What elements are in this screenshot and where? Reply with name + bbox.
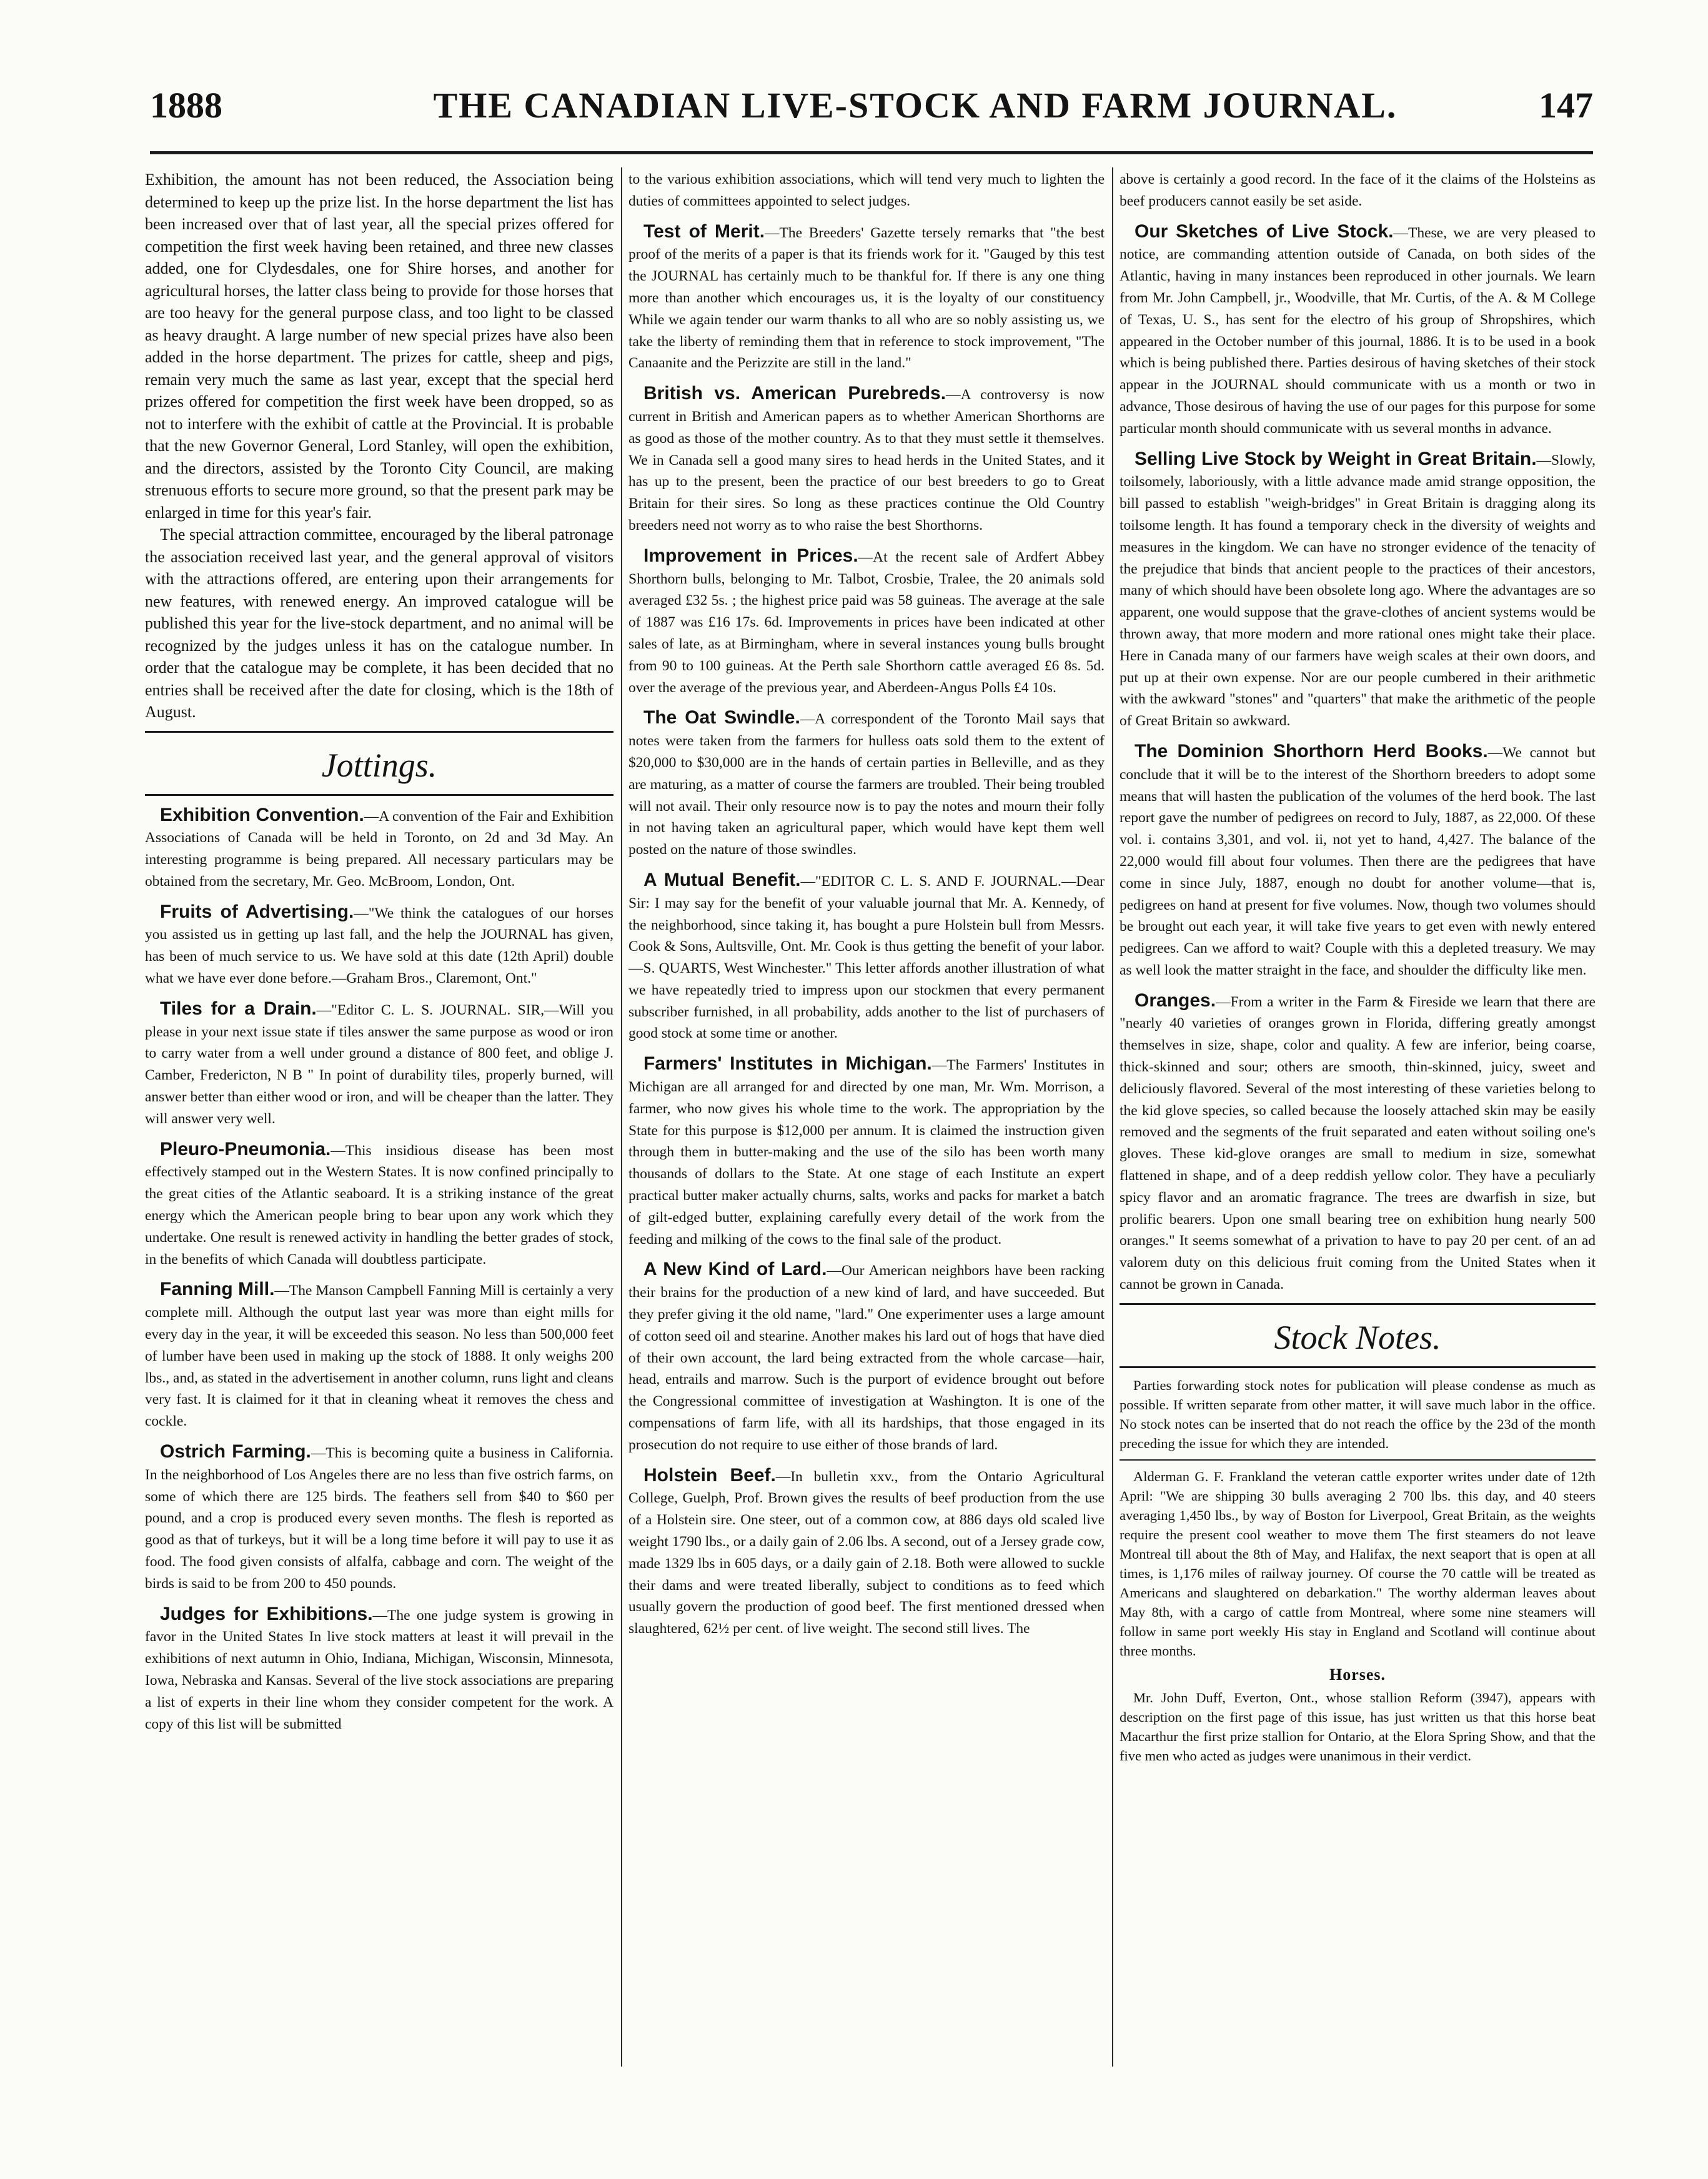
article-heading: Farmers' Institutes in Michigan. <box>643 1053 932 1075</box>
article-body: —In bulletin xxv., from the Ontario Agricultural College, Guelph, Prof. Brown gives the results of beef production from the use of a Holstein sire. One steer, out of a common cow, at 886 days old scaled live weight 1790 lbs., or a daily gain of 2.06 lbs. A second, out of a Jersey grade cow, made 1329 lbs in 605 days, or a daily gain of 2.18. Both were allowed to suckle their dams and were treated liberally, subject to conditions as to feed which usually govern the production of good beef. The first mentioned dressed when slaughtered, 62½ per cent. of live weight. The second still lives. The <box>628 1468 1105 1637</box>
column-divider-1 <box>621 167 622 2067</box>
article-body: —A correspondent of the Toronto Mail says that notes were taken from the farmers for hulless oats sold them to the extent of $20,000 to $30,000 are in the hands of certain parties in Belleville, and as they are maturing, as a matter of course the farmers are troubled. Their being troubled will not avail. Their only resource now is to pay the notes and mourn their folly in not having taken an agricultural paper, which would have kept them well posted on the nature of those swindles. <box>628 711 1105 858</box>
article-ostrich-farming <box>145 1441 613 1595</box>
article-selling-by-weight <box>1120 449 1596 732</box>
article-tiles-for-a-drain <box>145 998 613 1130</box>
journal-title: THE CANADIAN LIVE-STOCK AND FARM JOURNAL. <box>433 85 1398 126</box>
article-heading: Pleuro-Pneumonia. <box>160 1138 331 1159</box>
article-sketches-of-live-stock <box>1120 221 1596 440</box>
article-fruits-of-advertising <box>145 901 613 990</box>
exhibition-paragraph-2: The special attraction committee, encouraged by the liberal patronage the association received last year, and the general approval of visitors with the attractions offered, are entering upon their arrangements for new features, with renewed energy. An improved catalogue will be published this year for the live-stock department, and no animal will be recognized by the judges unless it has on the catalogue number. In order that the catalogue may be complete, it has been decided that no entries shall be received after the date for closing, which is the 18th of August. <box>145 525 613 721</box>
horses-subhead: Horses. <box>1329 1665 1386 1684</box>
header-rule <box>150 151 1593 154</box>
page-number: 147 <box>1539 85 1593 126</box>
section-rule <box>145 731 613 733</box>
exhibition-paragraph-1: Exhibition, the amount has not been reduced, the Association being determined to keep up the prize list. In the horse department the list has been increased over that of last year, all the special prizes offered for competition the first week having been retained, and three new classes added, one for Clydesdales, one for Shire horses, and another for agricultural horses, the latter class being to provide for those horses that are too heavy for the general purpose class, and too light to be classed as heavy draught. A large number of new special prizes have also been added in the horse department. The prizes for cattle, sheep and pigs, remain very much the same as last year, except that the special herd prizes offered for competition the first week have been dropped, so as not to interfere with the exhibit of cattle at the Provincial. It is probable that the new Governor General, Lord Stanley, will open the exhibition, and the directors, assisted by the Toronto City Council, are making strenuous efforts to secure more ground, so that the present park may be enlarged in time for this year's fair. <box>145 171 613 522</box>
column-2 <box>628 169 1105 2068</box>
article-herd-books <box>1120 741 1596 981</box>
column-3 <box>1120 169 1596 2068</box>
article-oranges <box>1120 990 1596 1296</box>
article-body: —The Breeders' Gazette tersely remarks that "the best proof of the merits of a paper is that its friends work for it. "Gauged by this test the JOURNAL has certainly much to be thankful for. If there is any one thing more than another which encourages us, it is the loyalty of our constituency While we again tender our warm thanks to all who are so nobly assisting us, we take the liberty of reminding them that in reference to stock improvement, "The Canaanite and the Perizzite are still in the land." <box>628 224 1105 372</box>
column-1 <box>145 169 613 2068</box>
article-farmers-institutes <box>628 1053 1105 1250</box>
article-heading: The Oat Swindle. <box>643 707 800 728</box>
running-head <box>150 84 1593 134</box>
stock-note-frankland: Alderman G. F. Frankland the veteran cattle exporter writes under date of 12th April: "We are shipping 30 bulls averaging 2 700 lbs. this day, and 40 steers averaging 1,450 lbs., by way of Boston for Liverpool, Great Britain, as the weights require the present cool weather to move them The first steamers do not leave Montreal till about the 8th of May, and Halifax, the next seaport that is open at all times, is 1,176 miles of railway journey. Of course the 70 cattle will be treated as Americans and slaughtered on debarkation." The worthy alderman leaves about May 8th, with a cargo of cattle from Montreal, where some nine steamers will follow in same port weekly His stay in England and Scotland will continue about three months. <box>1120 1468 1596 1659</box>
article-body: —Slowly, toilsomely, laboriously, with a little advance made amid strange opposition, the bill passed to establish "weigh-bridges" in Great Britain is dragging along its toilsome length. It has found a temporary check in the diversity of weights and measures in the kingdom. We can have no stronger evidence of the tenacity of the prejudice that binds that ancient people to the practices of their ancestors, many of which should have been obsolete long ago. Where the advantages are so apparent, one would suppose that the grave-clothes of ancient systems would be thrown away, that more modern and more rational ones might take their place. Here in Canada many of our farmers have weigh scales at their own doors, and put up at their own expense. Nor are our people cumbered in their arithmetic with the awkward "stones" and "quarters" that make the arithmetic of the people of Great Britain so awkward. <box>1120 452 1596 730</box>
article-heading: A Mutual Benefit. <box>643 869 801 890</box>
article-heading: Holstein Beef. <box>643 1464 776 1486</box>
article-heading: Test of Merit. <box>643 221 765 242</box>
section-rule <box>145 794 613 796</box>
continued-paragraph: to the various exhibition associations, which will tend very much to lighten the duties of committees appointed to select judges. <box>628 171 1105 209</box>
article-body: —At the recent sale of Ardfert Abbey Shorthorn bulls, belonging to Mr. Talbot, Crosbie, Tralee, the 20 animals sold averaged £32 5s. ; the highest price paid was 58 guineas. The average at the sale of 1887 was £16 17s. 6d. Improvements in prices have been indicated at other sales of late, as at Birmingham, where in several instances young bulls brought from 90 to 100 guineas. At the Perth sale Shorthorn cattle averaged £6 8s. 5d. over the average of the previous year, and Aberdeen-Angus Polls £4 10s. <box>628 548 1105 696</box>
article-body: —A controversy is now current in British and American papers as to whether American Shorthorns are as good as those of the mother country. As to that they must settle it themselves. We in Canada sell a good many sires to head herds in the United States, and it has up to the present, been the practice of our best breeders to go to Great Britain for their sires. So long as these practices continue the Old Country breeders need not worry as to who raise the best Shorthorns. <box>628 387 1105 534</box>
article-body: —This insidious disease has been most effectively stamped out in the Western States. It is now confined principally to the great cities of the Atlantic seaboard. It is a striking instance of the great energy which the American people bring to bear upon any work which they undertake. One result is renewed activity in handling the better grades of stock, in the benefits of which Canada will doubtless participate. <box>145 1142 613 1268</box>
article-british-vs-american-purebreds <box>628 383 1105 537</box>
article-fanning-mill <box>145 1279 613 1432</box>
article-heading: Judges for Exhibitions. <box>160 1603 373 1624</box>
column-divider-2 <box>1112 167 1113 2067</box>
article-exhibition-convention <box>145 805 613 893</box>
article-body: —"Editor C. L. S. JOURNAL. SIR,—Will you please in your next issue state if tiles answer the same purpose as wood or iron to carry water from a well under ground a distance of 800 feet, and oblige J. Camber, Fredericton, N B " In point of durability tiles, properly burned, will answer better than either wood or iron, and will be cheaper than the latter. They will answer very well. <box>145 1001 613 1127</box>
article-heading: Tiles for a Drain. <box>160 998 317 1019</box>
article-heading: A New Kind of Lard. <box>643 1259 827 1280</box>
notice-rule <box>1120 1459 1596 1461</box>
article-heading: Ostrich Farming. <box>160 1441 311 1462</box>
article-heading: Our Sketches of Live Stock. <box>1135 221 1394 242</box>
article-body: —This is becoming quite a business in California. In the neighborhood of Los Angeles there are no less than five ostrich farms, on some of which there are 125 birds. The feathers sell from $40 to $60 per pound, and a crop is produced every seven months. The flesh is reported as good as that of turkeys, but it will be a long time before it will pay to use it as food. The food given consists of alfalfa, cabbage and corn. The weight of the birds is said to be from 200 to 450 pounds. <box>145 1445 613 1592</box>
article-judges-for-exhibitions <box>145 1604 613 1735</box>
stock-notes-title: Stock Notes. <box>1274 1318 1441 1356</box>
article-body: —We cannot but conclude that it will be to the interest of the Shorthorn breeders to adopt some means that will hasten the publication of the volumes of the herd book. The last report gave the number of pedigrees on record to July, 1887, as 22,000. Of these vol. i. contains 3,301, and vol. ii, not yet to hand, 4,427. The balance of the 22,000 would fill about four volumes. Then there are the pedigrees that have come in since July, 1887, enough no doubt for another volume—that is, pedigrees on hand at present for five volumes. Now, though two volumes should be brought out each year, it will take five years to get even with newly entered pedigrees. Can we afford to wait? Couple with this a depleted treasury. We may as well look the matter straight in the face, and shoulder the difficulty like men. <box>1120 744 1596 978</box>
article-pleuro-pneumonia <box>145 1139 613 1271</box>
article-holstein-beef <box>628 1465 1105 1640</box>
section-rule <box>1120 1366 1596 1368</box>
article-body: —"EDITOR C. L. S. AND F. JOURNAL.—Dear Sir: I may say for the benefit of your valuable journal that Mr. A. Kennedy, of the neighborhood, since taking it, has bought a pure Holstein bull from Messrs. Cook & Sons, Aultsville, Ont. Mr. Cook is thus getting the benefit of your labor.—S. QUARTS, West Winchester." This letter affords another illustration of what we have repeatedly tried to impress upon our stockmen that every permanent subscriber furnished, in all probability, adds another to the list of purchasers of good stock at some time or another. <box>628 873 1105 1042</box>
article-body: —These, we are very pleased to notice, are commanding attention outside of Canada, on both sides of the Atlantic, having in many instances been reproduced in other journals. We learn from Mr. John Campbell, jr., Woodville, that Mr. Curtis, of the A. & M College of Texas, U. S., has sent for the electro of his group of Shropshires, which appeared in the October number of this journal, 1886. It is to be used in a book which is being published there. Parties desirous of having sketches of their stock appear in the JOURNAL should communicate with us a month or two in advance, Those desirous of having the use of our pages for this purpose for some particular month should communicate with us several months in advance. <box>1120 224 1596 437</box>
article-heading: Exhibition Convention. <box>160 804 364 825</box>
article-body: —The Farmers' Institutes in Michigan are all arranged for and directed by one man, Mr. Wm. Morrison, a farmer, who now gives his whole time to the work. The appropriation by the State for this purpose is $12,000 per annum. It is claimed the instruction given through them in butter-making and the use of the silo has been worth many thousands of dollars to the State. At one stage of each Institute an expert practical butter maker actually churns, salts, works and packs for market a batch of gilt-edged butter, explaining carefully every detail of the work from the feeding and milking of the cows to the final sale of the product. <box>628 1057 1105 1248</box>
article-heading: British vs. American Purebreds. <box>643 383 946 404</box>
article-body: —"We think the catalogues of our horses you assisted us in getting up last fall, and the help the JOURNAL has given, has been of much service to us. We have sold at this date (12th April) double what we have ever done before.—Graham Bros., Claremont, Ont." <box>145 905 613 987</box>
article-new-kind-of-lard <box>628 1259 1105 1456</box>
article-heading: Selling Live Stock by Weight in Great Britain. <box>1135 448 1537 469</box>
continued-paragraph: above is certainly a good record. In the face of it the claims of the Holsteins as beef producers cannot easily be set aside. <box>1120 171 1596 209</box>
article-test-of-merit <box>628 221 1105 375</box>
article-improvement-in-prices <box>628 545 1105 699</box>
article-heading: The Dominion Shorthorn Herd Books. <box>1135 740 1488 762</box>
article-body: —Our American neighbors have been racking their brains for the production of a new kind of lard, and have succeeded. But they prefer giving it the old name, "lard." One experimenter uses a large amount of cotton seed oil and stearine. Another makes his lard out of hogs that have died of their own account, the lard being extracted from the whole carcase—hair, head, entrails and marrow. Such is the purport of evidence brought out before the Congressional committee of investigation at Washington. It is one of the compensations of farm life, with all its hardships, that those engaged in its prosecution do not require to use either of those brands of lard. <box>628 1263 1105 1453</box>
article-heading: Fanning Mill. <box>160 1279 275 1300</box>
header-year: 1888 <box>150 85 222 126</box>
article-body: —A convention of the Fair and Exhibition Associations of Canada will be held in Toronto, on 2d and 3d May. An interesting programme is being prepared. All necessary particulars may be obtained from the secretary, Mr. Geo. McBroom, London, Ont. <box>145 808 613 890</box>
jottings-title: Jottings. <box>321 746 437 784</box>
section-rule <box>1120 1303 1596 1305</box>
article-oat-swindle <box>628 707 1105 861</box>
article-heading: Fruits of Advertising. <box>160 901 354 922</box>
article-heading: Oranges. <box>1135 990 1216 1011</box>
stock-note-duff: Mr. John Duff, Everton, Ont., whose stallion Reform (3947), appears with description on the first page of this issue, has just written us that this horse beat Macarthur the first prize stallion for Ontario, at the Elora Spring Show, and that the five men who acted as judges were unanimous in their verdict. <box>1120 1689 1596 1764</box>
article-body: —From a writer in the Farm & Fireside we learn that there are "nearly 40 varieties of oranges grown in Florida, differing greatly amongst themselves in size, shape, color and quality. A few are inferior, being coarse, thick-skinned and sour; others are smooth, thin-skinned, juicy, sweet and deliciously flavored. Several of the most interesting of these varieties belong to the kid glove species, so called because the loosely attached skin may be easily removed and the segments of the fruit separated and eaten without soiling one's gloves. These kid-glove oranges are small to medium in size, somewhat flattened in shape, and of a deep reddish yellow color. They have a peculiarly spicy flavor and an aromatic fragrance. The trees are dwarfish in size, but prolific bearers. Upon one small bearing tree on exhibition hung nearly 500 oranges." It seems somewhat of a privation to have to pay 20 per cent. of an ad valorem duty on this delicious fruit coming from the United States when it cannot be grown in Canada. <box>1120 993 1596 1293</box>
article-heading: Improvement in Prices. <box>643 545 858 566</box>
article-body: —The Manson Campbell Fanning Mill is certainly a very complete mill. Although the output last year was more than eight mills for every day in the year, it will be exceeded this season. No less than 500,000 feet of lumber have been used in making up the stock of 1888. It only weighs 200 lbs., and, as stated in the advertisement in another column, runs light and cleans very fast. It is claimed for it that in cleaning wheat it removes the chess and cockle. <box>145 1283 613 1430</box>
stock-notes-notice: Parties forwarding stock notes for publication will please condense as much as possible. If written separate from other matter, it will save much labor in the office. No stock notes can be inserted that do not reach the office by the 23d of the month preceding the issue for which they are intended. <box>1120 1377 1596 1451</box>
article-body: —The one judge system is growing in favor in the United States In live stock matters at least it will prevail in the exhibitions of next autumn in Ohio, Indiana, Michigan, Wisconsin, Minnesota, Iowa, Nebraska and Kansas. Several of the live stock associations are preparing a list of experts in their line whom they consider competent for the work. A copy of this list will be submitted <box>145 1607 613 1732</box>
article-mutual-benefit <box>628 870 1105 1045</box>
